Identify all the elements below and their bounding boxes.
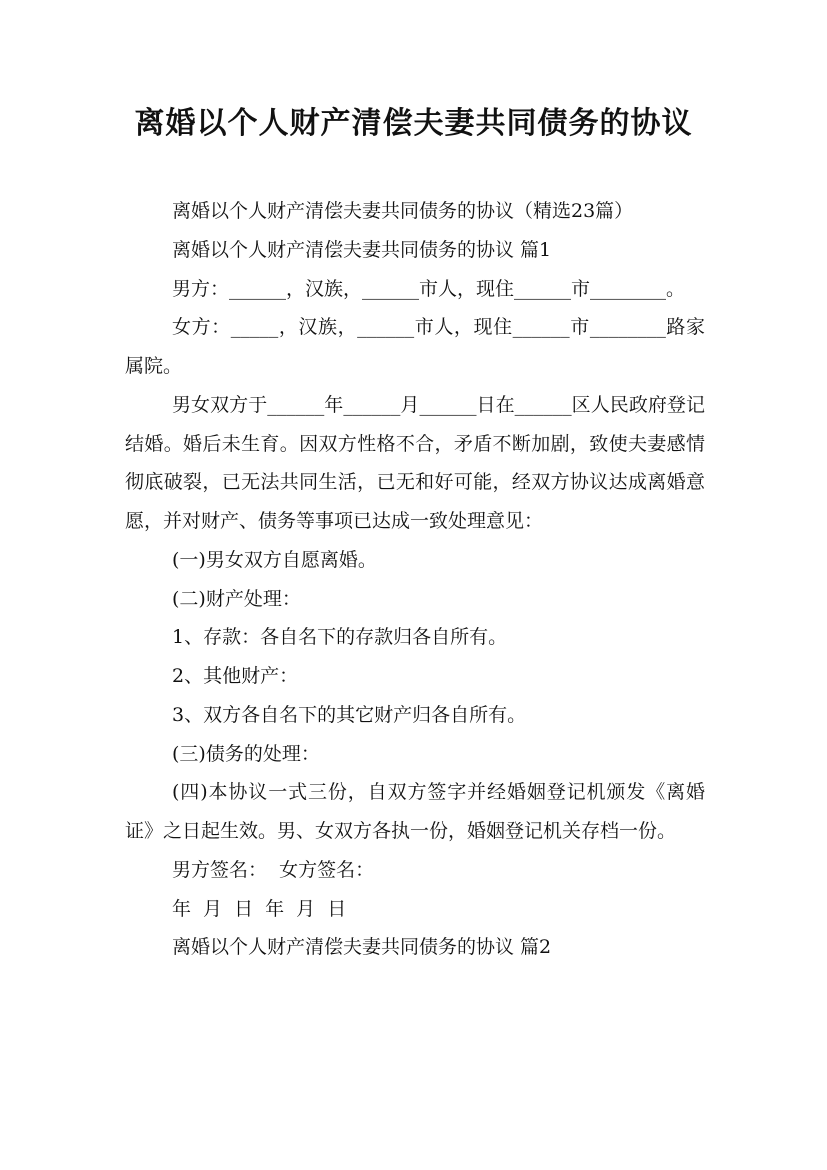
clause-2-item-1: 1、存款：各自名下的存款归各自所有。 (172, 626, 508, 649)
wife-info: 女方：_____，汉族，______市人，现住______市________路家属院。 (125, 316, 705, 377)
clause-1: (一)男女双方自愿离婚。 (172, 548, 377, 571)
document-title: 离婚以个人财产清偿夫妻共同债务的协议 (134, 106, 693, 141)
signature-line: 男方签名： 女方签名： (172, 858, 375, 881)
date-line: 年 月 日 年 月 日 (172, 897, 347, 920)
clause-4: (四)本协议一式三份，自双方签字并经婚姻登记机颁发《离婚证》之日起生效。男、女双方各执一份，婚姻登记机关存档一份。 (125, 781, 705, 842)
clause-2: (二)财产处理： (172, 587, 301, 610)
section-heading-1: 离婚以个人财产清偿夫妻共同债务的协议 篇1 (172, 238, 552, 261)
clause-2-item-2: 2、其他财产： (172, 665, 299, 687)
clause-3: (三)债务的处理： (172, 742, 320, 765)
husband-info: 男方：______，汉族，______市人，现住______市________。 (172, 277, 686, 300)
clause-2-item-3: 3、双方各自名下的其它财产归各自所有。 (172, 703, 527, 726)
marriage-background: 男女双方于______年______月______日在______区人民政府登记结婚。婚后未生育。因双方性格不合，矛盾不断加剧，致使夫妻感情彻底破裂，已无法共同生活，已无和好可能，经双方协议达成离婚意愿，并对财产、债务等事项已达成一致处理意见： (125, 393, 705, 532)
section-heading-2: 离婚以个人财产清偿夫妻共同债务的协议 篇2 (172, 936, 552, 959)
collection-heading: 离婚以个人财产清偿夫妻共同债务的协议（精选23篇） (172, 200, 634, 222)
document-body (125, 192, 705, 967)
